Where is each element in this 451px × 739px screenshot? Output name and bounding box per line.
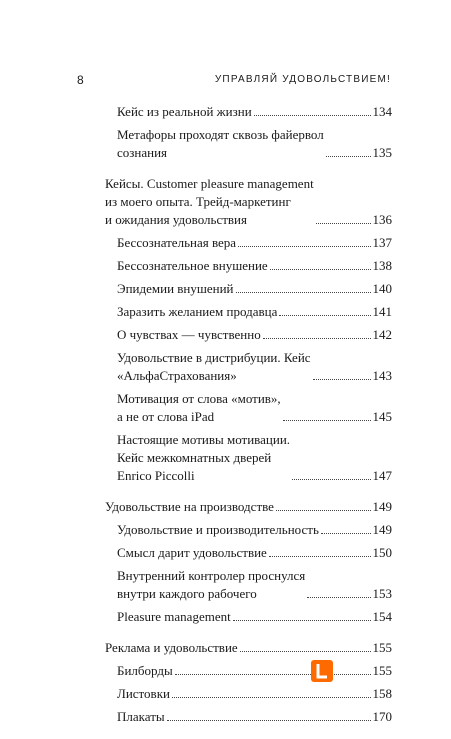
toc-entry-title-line: Кейс из реальной жизни bbox=[117, 104, 252, 119]
toc-entry-title-line: и ожидания удовольствия bbox=[105, 212, 247, 227]
toc-entry-title-line: «АльфаСтрахования» bbox=[117, 368, 237, 383]
toc-entry-page: 149 bbox=[372, 499, 392, 514]
toc-entry-page: 154 bbox=[372, 609, 392, 624]
toc-entry-page: 134 bbox=[372, 104, 392, 119]
dot-leader bbox=[167, 720, 371, 721]
toc-entry-title-line: Бессознательная вера bbox=[117, 235, 237, 250]
toc-entry-title-line: Pleasure management bbox=[117, 609, 231, 624]
toc-group bbox=[105, 639, 392, 726]
toc-entry-title bbox=[117, 257, 268, 275]
toc-entry-page: 135 bbox=[372, 145, 392, 160]
toc-entry-page: 138 bbox=[372, 258, 392, 273]
dot-leader bbox=[279, 315, 370, 316]
toc-entry-title-line: Enrico Piccolli bbox=[117, 468, 195, 483]
toc-entry-page: 149 bbox=[372, 522, 392, 537]
toc-entry bbox=[105, 544, 392, 562]
toc-entry-title-line: Удовольствие на производстве bbox=[105, 499, 274, 514]
toc-entry-title bbox=[117, 390, 281, 426]
toc-entry-page: 142 bbox=[372, 327, 392, 342]
toc-entry-title-line: Билборды bbox=[117, 663, 173, 678]
toc-entry-title-line: О чувствах — чувственно bbox=[117, 327, 261, 342]
toc-entry-title-line: Бессознательное внушение bbox=[117, 258, 268, 273]
dot-leader bbox=[316, 223, 371, 224]
dot-leader bbox=[238, 246, 370, 247]
dot-leader bbox=[307, 597, 370, 598]
toc-entry-page: 145 bbox=[372, 409, 392, 424]
toc-entry-title-line: Настоящие мотивы мотивации. bbox=[117, 432, 291, 447]
toc-entry-title-line: Заразить желанием продавца bbox=[117, 304, 278, 319]
toc-entry-page: 170 bbox=[372, 709, 392, 724]
toc-group bbox=[105, 175, 392, 485]
dot-leader bbox=[326, 156, 371, 157]
toc-entry-page: 147 bbox=[372, 468, 392, 483]
dot-leader bbox=[254, 115, 371, 116]
toc-entry bbox=[105, 521, 392, 539]
toc-entry bbox=[105, 685, 392, 703]
toc-entry bbox=[105, 257, 392, 275]
dot-leader bbox=[175, 674, 371, 675]
dot-leader bbox=[172, 697, 371, 698]
toc-entry-title-line: Метафоры проходят сквозь файервол bbox=[117, 127, 324, 142]
dot-leader bbox=[236, 292, 371, 293]
dot-leader bbox=[313, 379, 371, 380]
toc-entry bbox=[105, 234, 392, 252]
toc-entry bbox=[105, 498, 392, 516]
toc-entry bbox=[105, 567, 392, 603]
toc-entry-title bbox=[117, 608, 231, 626]
dot-leader bbox=[269, 556, 371, 557]
toc-entry-title bbox=[117, 431, 290, 485]
toc-entry bbox=[105, 639, 392, 657]
toc-entry-title bbox=[117, 303, 277, 321]
toc-entry-title bbox=[117, 234, 236, 252]
toc-entry-title bbox=[117, 685, 170, 703]
toc-entry-title-line: а не от слова iPad bbox=[117, 409, 215, 424]
dot-leader bbox=[276, 510, 371, 511]
toc-entry-title bbox=[117, 708, 165, 726]
toc-entry bbox=[105, 390, 392, 426]
publisher-logo-icon bbox=[311, 660, 333, 682]
toc-entry-page: 137 bbox=[372, 235, 392, 250]
toc-entry-page: 136 bbox=[372, 212, 392, 227]
toc-entry-title-line: из моего опыта. Трейд-маркетинг bbox=[105, 194, 291, 209]
toc-group bbox=[105, 498, 392, 626]
toc-entry bbox=[105, 303, 392, 321]
toc-entry-title-line: Внутренний контролер проснулся bbox=[117, 568, 306, 583]
table-of-contents bbox=[105, 103, 392, 739]
toc-entry bbox=[105, 103, 392, 121]
toc-entry-title-line: Эпидемии внушений bbox=[117, 281, 234, 296]
page-number: 8 bbox=[77, 73, 84, 87]
dot-leader bbox=[270, 269, 371, 270]
toc-entry-title bbox=[117, 521, 319, 539]
toc-entry bbox=[105, 349, 392, 385]
toc-entry-title-line: Кейсы. Customer pleasure management bbox=[105, 176, 314, 191]
toc-entry-title bbox=[117, 126, 324, 162]
toc-entry-title-line: сознания bbox=[117, 145, 168, 160]
toc-entry-page: 155 bbox=[372, 663, 392, 678]
toc-entry-title-line: Мотивация от слова «мотив», bbox=[117, 391, 281, 406]
dot-leader bbox=[292, 479, 370, 480]
toc-entry-title-line: Удовольствие в дистрибуции. Кейс bbox=[117, 350, 311, 365]
toc-entry-page: 143 bbox=[372, 368, 392, 383]
toc-entry-title bbox=[105, 175, 314, 229]
toc-entry bbox=[105, 662, 392, 680]
toc-entry bbox=[105, 431, 392, 485]
toc-entry bbox=[105, 280, 392, 298]
toc-entry-page: 153 bbox=[372, 586, 392, 601]
toc-entry-title-line: Смысл дарит удовольствие bbox=[117, 545, 267, 560]
toc-entry bbox=[105, 326, 392, 344]
toc-entry-page: 150 bbox=[372, 545, 392, 560]
toc-entry bbox=[105, 175, 392, 229]
toc-entry-page: 158 bbox=[372, 686, 392, 701]
toc-entry-title-line: Реклама и удовольствие bbox=[105, 640, 238, 655]
dot-leader bbox=[263, 338, 371, 339]
dot-leader bbox=[321, 533, 371, 534]
toc-entry-title bbox=[105, 498, 274, 516]
toc-entry-title bbox=[117, 567, 305, 603]
toc-entry bbox=[105, 608, 392, 626]
toc-entry-title bbox=[117, 662, 173, 680]
toc-entry-title bbox=[117, 280, 234, 298]
toc-entry-title bbox=[117, 103, 252, 121]
running-head: УПРАВЛЯЙ УДОВОЛЬСТВИЕМ! bbox=[214, 74, 391, 85]
toc-entry-title-line: Кейс межкомнатных дверей bbox=[117, 450, 272, 465]
toc-entry-title-line: внутри каждого рабочего bbox=[117, 586, 257, 601]
toc-entry-title bbox=[105, 639, 238, 657]
toc-entry bbox=[105, 708, 392, 726]
dot-leader bbox=[283, 420, 371, 421]
toc-entry-title-line: Плакаты bbox=[117, 709, 165, 724]
toc-entry-page: 155 bbox=[372, 640, 392, 655]
toc-entry-page: 141 bbox=[372, 304, 392, 319]
toc-entry-title-line: Удовольствие и производительность bbox=[117, 522, 319, 537]
toc-entry bbox=[105, 126, 392, 162]
toc-entry-title-line: Листовки bbox=[117, 686, 170, 701]
toc-group bbox=[105, 103, 392, 162]
toc-entry-page: 140 bbox=[372, 281, 392, 296]
toc-entry-title bbox=[117, 544, 267, 562]
dot-leader bbox=[233, 620, 371, 621]
dot-leader bbox=[240, 651, 371, 652]
toc-entry-title bbox=[117, 349, 311, 385]
toc-entry-title bbox=[117, 326, 261, 344]
